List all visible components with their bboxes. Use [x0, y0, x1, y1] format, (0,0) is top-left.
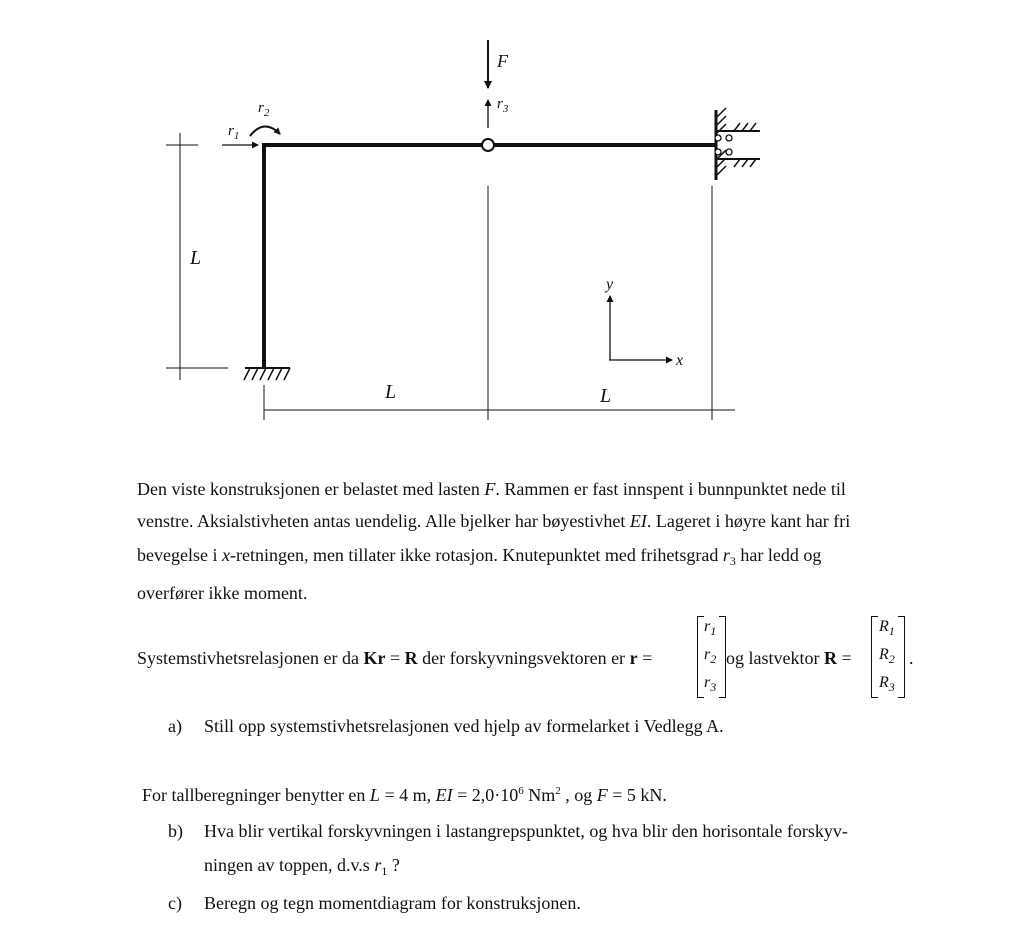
axis-x-label: x: [676, 352, 684, 369]
question-b: b) Hva blir vertikal forskyvningen i lastangrepspunktet, og hva blir den horisontale forskyv-: [168, 821, 848, 841]
load-vector-text: og lastvektor R =: [726, 648, 852, 668]
vector-period: .: [909, 648, 914, 668]
vector-r-right-bracket: [719, 616, 726, 698]
paragraph-line-3: bevegelse i x-retningen, men tillater ikke rotasjon. Knutepunktet med frihetsgrad $r_3$ har ledd og: [137, 545, 822, 568]
system-relation-line: Systemstivhetsrelasjonen er da Kr = R der forskyvningsvektoren er r =: [137, 648, 653, 668]
question-b-continued: ningen av toppen, d.v.s $r_1$ ?: [204, 855, 400, 878]
force-label: F: [497, 51, 508, 71]
paragraph-line-4: overfører ikke moment.: [137, 583, 308, 603]
vector-R-left-bracket: [871, 616, 878, 698]
dof-r3-label: $r_3$: [497, 96, 509, 115]
span-left-label: L: [385, 381, 397, 403]
vector-r-entry-3: $r_3$: [704, 674, 717, 694]
fixed-support-bottom: [244, 368, 290, 380]
vector-R-entry-2: $R_2$: [879, 646, 895, 666]
vector-r-entry-1: $r_1$: [704, 618, 717, 638]
paragraph-line-2: venstre. Aksialstivheten antas uendelig. Alle bjelker har bøyestivhet EI. Lageret i høyre kant har fri: [137, 511, 851, 531]
numeric-values-line: For tallberegninger benytter en L = 4 m, EI = $2,0\cdot 10^6$ Nm$^2$ , og F = 5 kN.: [142, 785, 667, 805]
vector-R-entry-1: $R_1$: [879, 618, 895, 638]
dof-r2-rotation-arrow: [250, 126, 280, 136]
hinge-node: [482, 139, 494, 151]
question-a: a) Still opp systemstivhetsrelasjonen ved hjelp av formelarket i Vedlegg A.: [168, 716, 724, 736]
dof-r1-label: $r_1$: [228, 123, 240, 142]
question-c: c) Beregn og tegn momentdiagram for konstruksjonen.: [168, 893, 581, 913]
vector-R-right-bracket: [898, 616, 905, 698]
axis-y-label: y: [606, 276, 614, 293]
paragraph-line-1: Den viste konstruksjonen er belastet med lasten F. Rammen er fast innspent i bunnpunktet nede til: [137, 479, 846, 499]
dof-r2-label: $r_2$: [258, 100, 270, 119]
span-dimension: [264, 186, 735, 420]
frame-figure: [0, 0, 1024, 440]
span-right-label: L: [600, 385, 612, 407]
vector-r-entry-2: $r_2$: [704, 646, 717, 666]
height-label: L: [190, 247, 202, 269]
vector-R-entry-3: $R_3$: [879, 674, 895, 694]
vector-r-left-bracket: [697, 616, 704, 698]
sliding-support-right: [715, 108, 760, 180]
